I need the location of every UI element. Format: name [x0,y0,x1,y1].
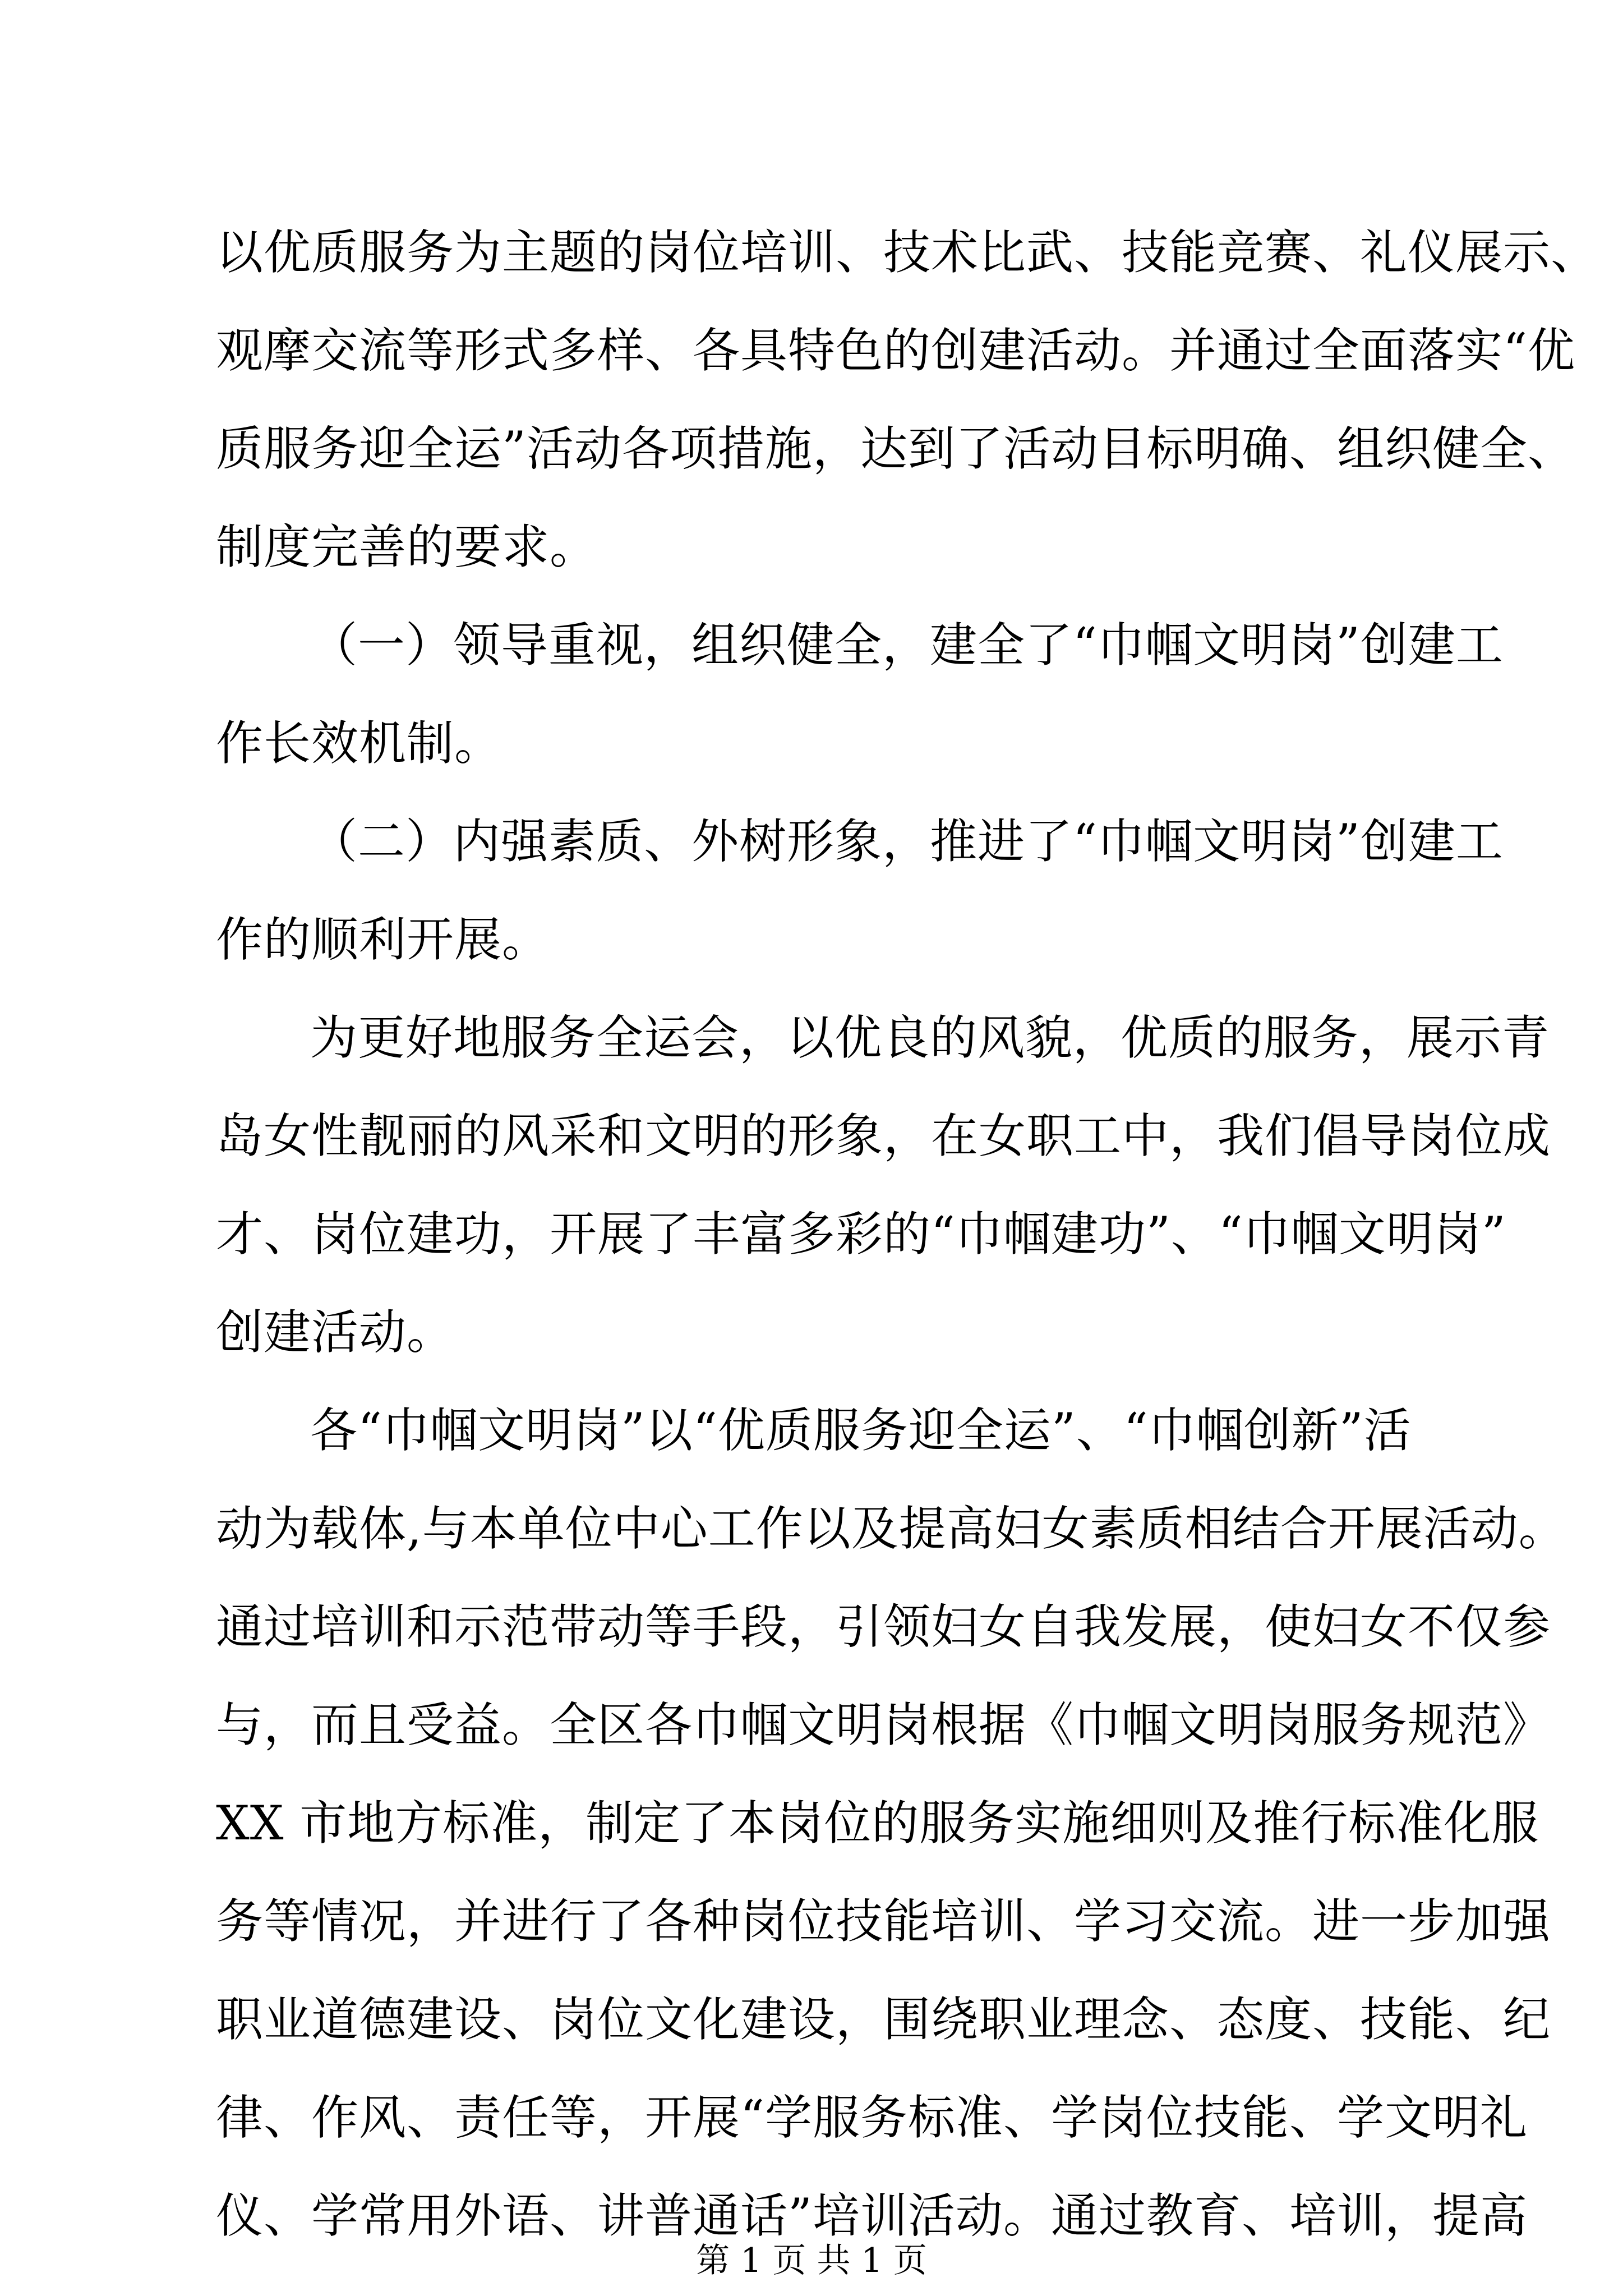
paragraph-line: 作的顺利开展。 [216,912,550,967]
paragraph-line: 作长效机制。 [216,716,502,771]
paragraph-line: 职业道德建设、岗位文化建设，围绕职业理念、态度、技能、纪 [216,1992,1551,2047]
section-heading-2: （二）内强素质、外树形象，推进了“巾帼文明岗”创建工 [310,814,1504,869]
section-heading-1: （一）领导重视，组织健全，建全了“巾帼文明岗”创建工 [310,618,1504,673]
paragraph-line: 通过培训和示范带动等手段，引领妇女自我发展，使妇女不仅参 [216,1599,1551,1654]
paragraph-line: 为更好地服务全运会，以优良的风貌，优质的服务，展示青 [310,1010,1550,1065]
paragraph-line: XX 市地方标准，制定了本岗位的服务实施细则及推行标准化服 [216,1796,1539,1851]
paragraph-line: 岛女性靓丽的风采和文明的形象，在女职工中，我们倡导岗位成 [216,1108,1551,1163]
paragraph-line: 务等情况，并进行了各种岗位技能培训、学习交流。进一步加强 [216,1894,1551,1949]
paragraph-line: 与，而且受益。全区各巾帼文明岗根据《巾帼文明岗服务规范》 [216,1697,1551,1752]
paragraph-line: 动为载体,与本单位中心工作以及提高妇女素质相结合开展活动。 [216,1501,1566,1556]
paragraph-line: 才、岗位建功，开展了丰富多彩的“巾帼建功”、“巾帼文明岗” [216,1207,1506,1262]
paragraph-line: 各“巾帼文明岗”以“优质服务迎全运”、“巾帼创新”活 [310,1403,1412,1458]
paragraph-line: 制度完善的要求。 [216,519,598,574]
paragraph-line: 创建活动。 [216,1305,455,1360]
page-number-footer: 第 1 页 共 1 页 [696,2241,927,2280]
paragraph-line: 以优质服务为主题的岗位培训、技术比武、技能竞赛、礼仪展示、 [216,225,1599,280]
paragraph-line: 仪、学常用外语、讲普通话”培训活动。通过教育、培训，提高 [216,2188,1528,2243]
paragraph-line: 律、作风、责任等，开展“学服务标准、学岗位技能、学文明礼 [216,2090,1528,2145]
paragraph-line: 观摩交流等形式多样、各具特色的创建活动。并通过全面落实“优 [216,323,1575,378]
paragraph-line: 质服务迎全运”活动各项措施，达到了活动目标明确、组织健全、 [216,421,1575,476]
